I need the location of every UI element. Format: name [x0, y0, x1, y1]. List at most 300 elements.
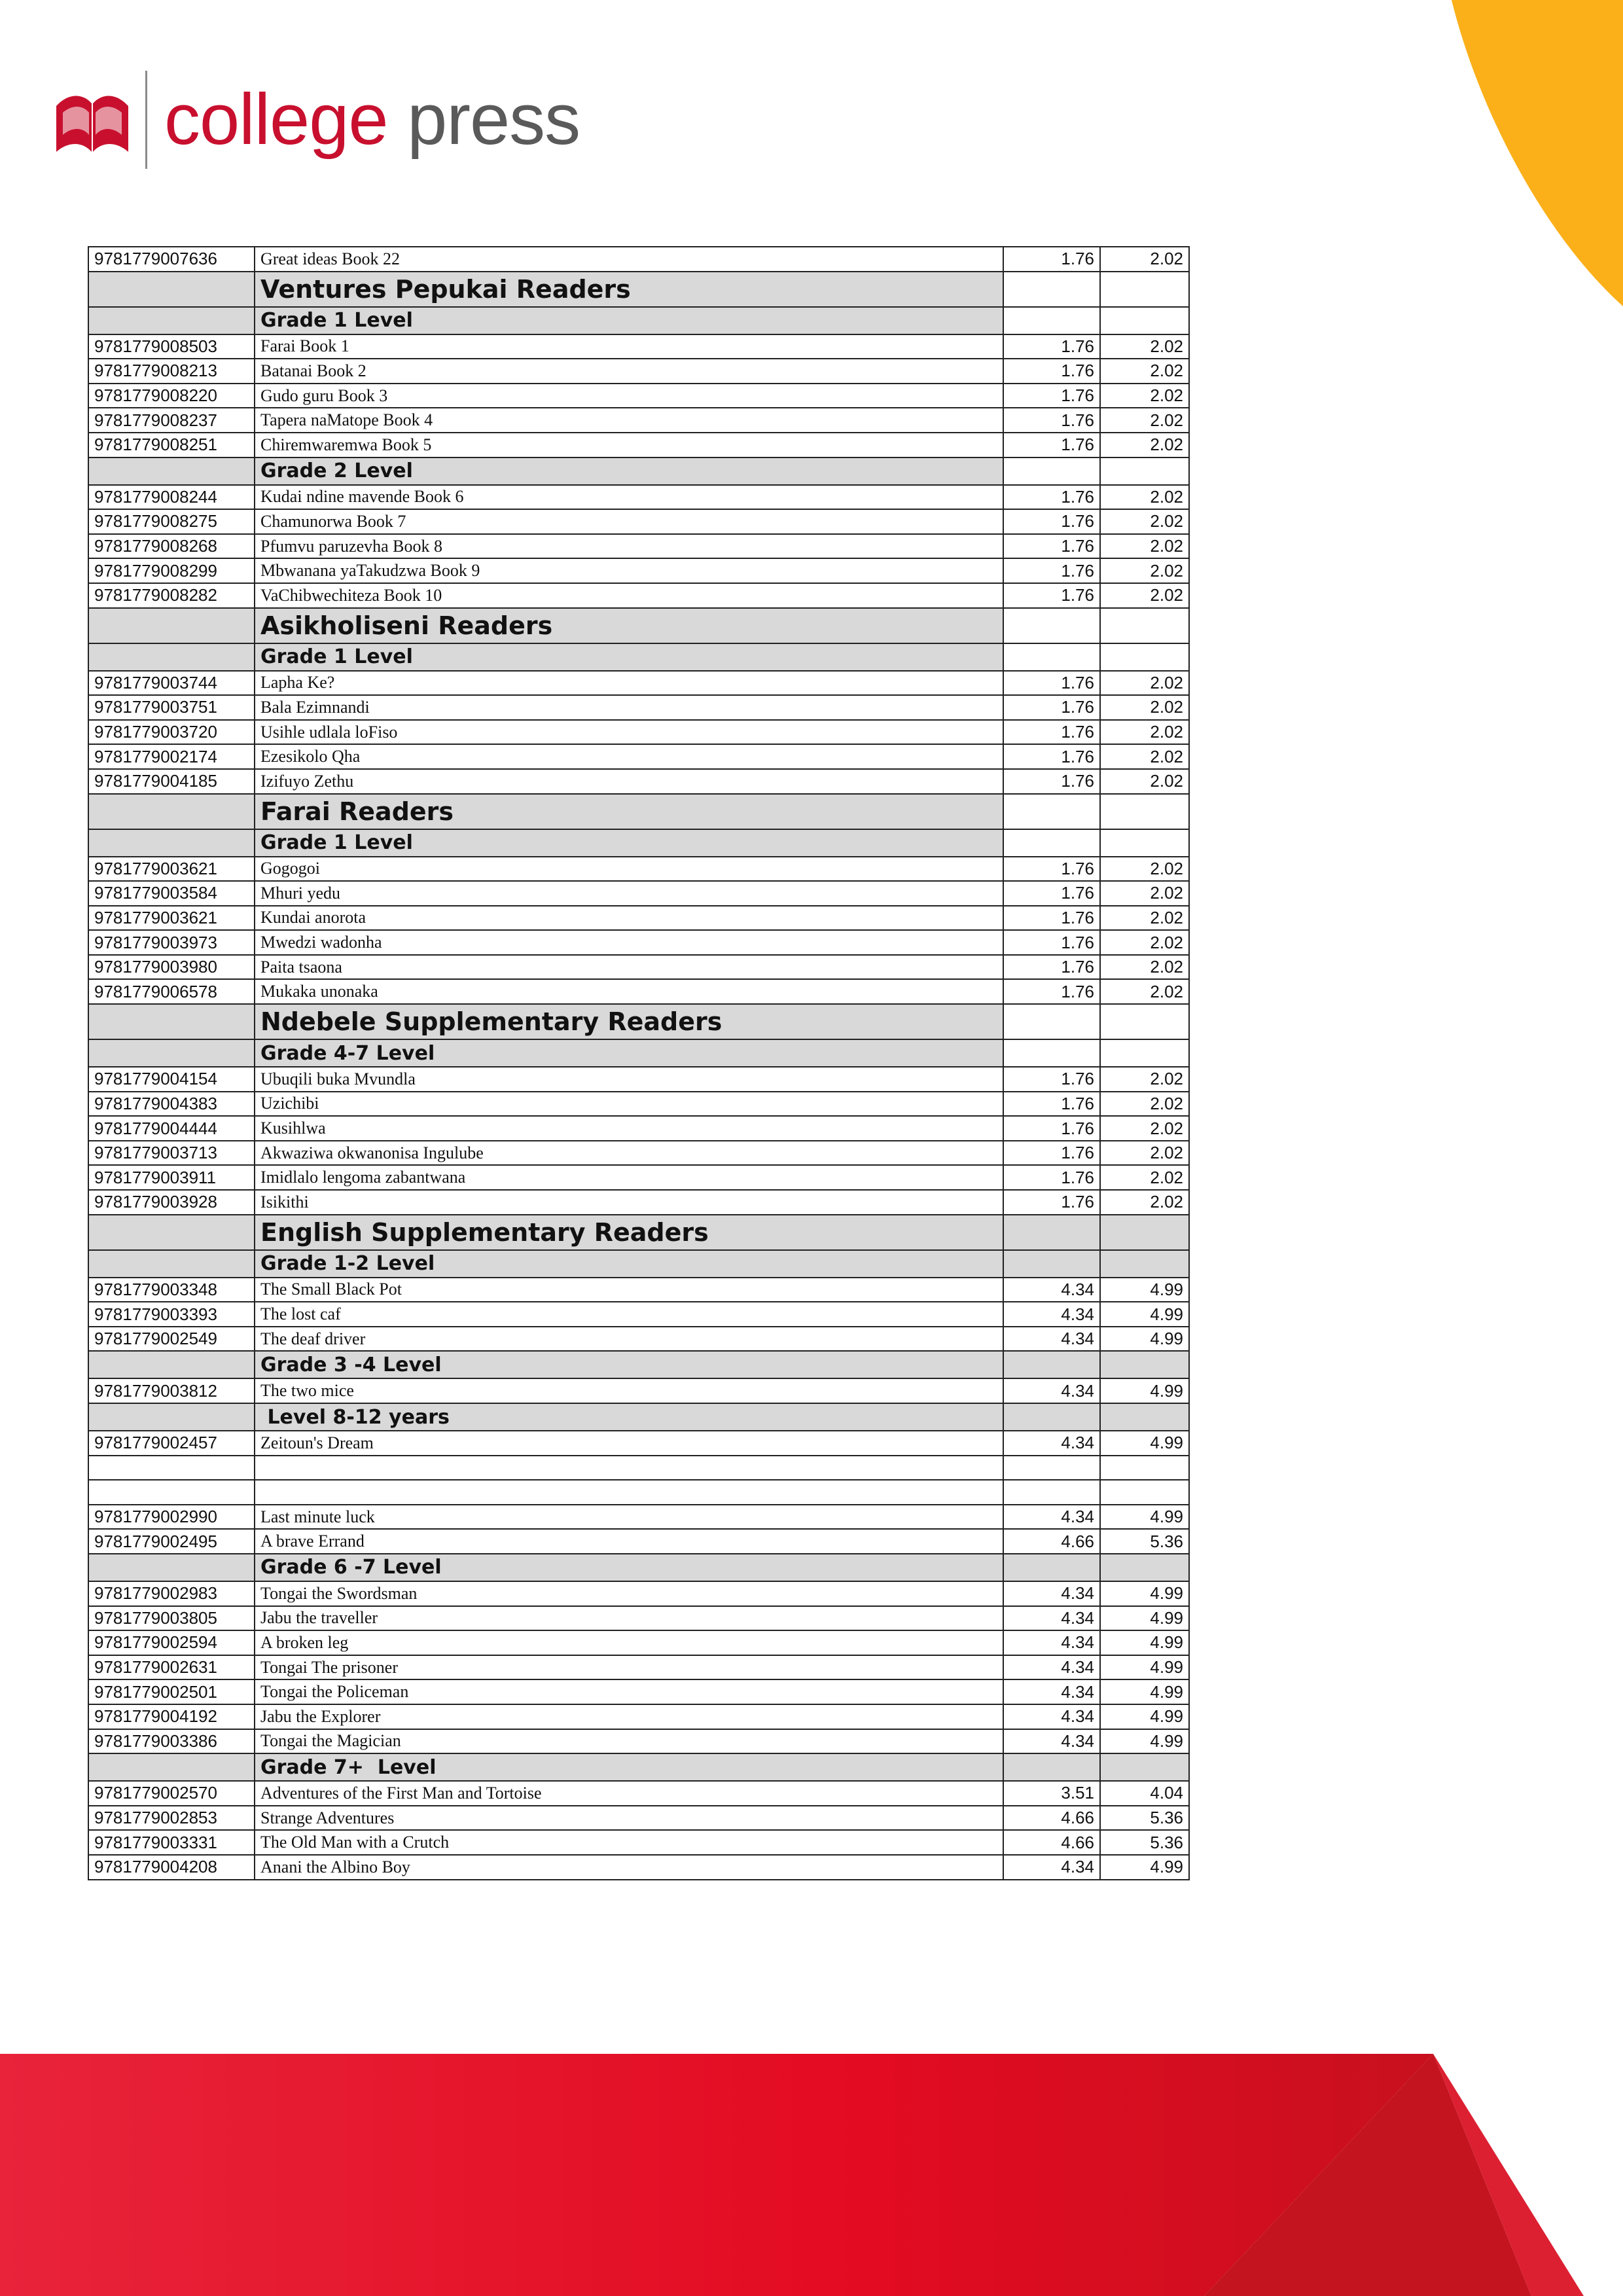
price-usd-cell: 4.99	[1100, 1378, 1189, 1403]
empty-cell	[1100, 1250, 1189, 1278]
price-cell: 4.34	[1003, 1378, 1100, 1403]
price-cell: 1.76	[1003, 1190, 1100, 1215]
empty-cell	[1100, 608, 1189, 643]
empty-cell	[255, 1456, 1003, 1480]
isbn-cell: 9781779003744	[88, 671, 255, 696]
price-usd-cell: 2.02	[1100, 359, 1189, 384]
price-usd-cell: 2.02	[1100, 1092, 1189, 1117]
isbn-cell: 9781779008220	[88, 384, 255, 408]
empty-cell	[1003, 1039, 1100, 1067]
empty-cell	[1003, 272, 1100, 307]
price-cell: 1.76	[1003, 930, 1100, 955]
table-row	[88, 1067, 1189, 1092]
grade-heading-row	[88, 1554, 1189, 1581]
price-usd-cell: 4.04	[1100, 1781, 1189, 1806]
isbn-cell: 9781779008251	[88, 433, 255, 457]
title-cell: Tongai The prisoner	[255, 1655, 1003, 1680]
title-cell: Kundai anorota	[255, 906, 1003, 931]
table-row	[88, 334, 1189, 359]
isbn-cell: 9781779002174	[88, 744, 255, 769]
table-row	[88, 485, 1189, 510]
price-usd-cell: 2.02	[1100, 695, 1189, 720]
series-title: Ndebele Supplementary Readers	[255, 1004, 1003, 1039]
isbn-cell: 9781779008244	[88, 485, 255, 510]
price-usd-cell: 4.99	[1100, 1630, 1189, 1655]
empty-cell	[1003, 1480, 1100, 1505]
price-cell: 1.76	[1003, 583, 1100, 608]
table-row	[88, 247, 1189, 272]
grade-heading-row	[88, 829, 1189, 857]
grade-level-title: Grade 1 Level	[255, 643, 1003, 671]
empty-cell	[1100, 1554, 1189, 1581]
empty-cell	[1100, 643, 1189, 671]
title-cell: Ezesikolo Qha	[255, 744, 1003, 769]
price-cell: 1.76	[1003, 485, 1100, 510]
price-cell: 1.76	[1003, 906, 1100, 931]
title-cell: Ubuqili buka Mvundla	[255, 1067, 1003, 1092]
isbn-cell: 9781779004185	[88, 769, 255, 794]
price-usd-cell: 2.02	[1100, 906, 1189, 931]
price-usd-cell: 4.99	[1100, 1679, 1189, 1704]
empty-cell	[1003, 307, 1100, 334]
price-usd-cell: 4.99	[1100, 1655, 1189, 1680]
title-cell: Gogogoi	[255, 857, 1003, 882]
empty-cell	[255, 1480, 1003, 1505]
empty-cell	[1003, 1004, 1100, 1039]
price-usd-cell: 2.02	[1100, 433, 1189, 457]
blank-row	[88, 1456, 1189, 1480]
series-heading-row	[88, 272, 1189, 307]
isbn-cell: 9781779003621	[88, 906, 255, 931]
title-cell: Chiremwaremwa Book 5	[255, 433, 1003, 457]
isbn-cell: 9781779008237	[88, 408, 255, 433]
price-cell: 3.51	[1003, 1781, 1100, 1806]
table-row	[88, 1165, 1189, 1190]
price-cell: 4.66	[1003, 1830, 1100, 1855]
title-cell: Tongai the Swordsman	[255, 1581, 1003, 1606]
price-usd-cell: 2.02	[1100, 1067, 1189, 1092]
series-heading-row	[88, 1004, 1189, 1039]
table-row	[88, 1830, 1189, 1855]
price-cell: 1.76	[1003, 720, 1100, 745]
empty-cell	[1003, 794, 1100, 829]
table-row	[88, 558, 1189, 583]
price-cell: 1.76	[1003, 955, 1100, 980]
empty-cell	[88, 1456, 255, 1480]
price-usd-cell: 2.02	[1100, 857, 1189, 882]
price-cell: 4.34	[1003, 1630, 1100, 1655]
price-usd-cell: 2.02	[1100, 720, 1189, 745]
price-cell: 4.34	[1003, 1327, 1100, 1352]
price-cell: 1.76	[1003, 509, 1100, 534]
price-usd-cell: 2.02	[1100, 534, 1189, 559]
empty-cell	[1100, 272, 1189, 307]
isbn-cell: 9781779008299	[88, 558, 255, 583]
grade-level-title: Grade 1-2 Level	[255, 1250, 1003, 1278]
isbn-cell: 9781779003751	[88, 695, 255, 720]
title-cell: Anani the Albino Boy	[255, 1855, 1003, 1880]
price-usd-cell: 5.36	[1100, 1529, 1189, 1554]
brand-name	[164, 79, 580, 160]
isbn-cell: 9781779003393	[88, 1302, 255, 1327]
empty-cell	[88, 307, 255, 334]
empty-cell	[88, 1004, 255, 1039]
empty-cell	[1100, 1215, 1189, 1250]
blank-row	[88, 1480, 1189, 1505]
title-cell: Isikithi	[255, 1190, 1003, 1215]
isbn-cell: 9781779002457	[88, 1431, 255, 1456]
price-cell: 4.34	[1003, 1606, 1100, 1631]
table-row	[88, 1806, 1189, 1831]
price-cell: 4.34	[1003, 1655, 1100, 1680]
isbn-cell: 9781779002983	[88, 1581, 255, 1606]
price-usd-cell: 4.99	[1100, 1431, 1189, 1456]
table-row	[88, 695, 1189, 720]
grade-heading-row	[88, 457, 1189, 485]
price-usd-cell: 2.02	[1100, 671, 1189, 696]
table-row	[88, 979, 1189, 1004]
empty-cell	[1100, 1753, 1189, 1781]
title-cell: Izifuyo Zethu	[255, 769, 1003, 794]
empty-cell	[1100, 1480, 1189, 1505]
isbn-cell: 9781779003713	[88, 1141, 255, 1166]
price-table	[88, 246, 1190, 1880]
table-row	[88, 1302, 1189, 1327]
table-row	[88, 359, 1189, 384]
table-row	[88, 1655, 1189, 1680]
price-usd-cell: 2.02	[1100, 930, 1189, 955]
empty-cell	[1003, 1554, 1100, 1581]
table-row	[88, 1529, 1189, 1554]
isbn-cell: 9781779007636	[88, 247, 255, 272]
table-row	[88, 1327, 1189, 1352]
price-cell: 4.34	[1003, 1302, 1100, 1327]
empty-cell	[1100, 829, 1189, 857]
grade-level-title: Level 8-12 years	[255, 1403, 1003, 1431]
price-cell: 1.76	[1003, 359, 1100, 384]
price-cell: 4.34	[1003, 1855, 1100, 1880]
empty-cell	[88, 608, 255, 643]
price-usd-cell: 2.02	[1100, 558, 1189, 583]
title-cell: Paita tsaona	[255, 955, 1003, 980]
grade-heading-row	[88, 1753, 1189, 1781]
price-cell: 1.76	[1003, 334, 1100, 359]
title-cell: Great ideas Book 22	[255, 247, 1003, 272]
title-cell: Bala Ezimnandi	[255, 695, 1003, 720]
price-usd-cell: 2.02	[1100, 247, 1189, 272]
empty-cell	[88, 643, 255, 671]
grade-level-title: Grade 1 Level	[255, 307, 1003, 334]
empty-cell	[1003, 608, 1100, 643]
empty-cell	[1003, 1250, 1100, 1278]
isbn-cell: 9781779002495	[88, 1529, 255, 1554]
price-usd-cell: 2.02	[1100, 769, 1189, 794]
isbn-cell: 9781779003386	[88, 1729, 255, 1754]
grade-heading-row	[88, 307, 1189, 334]
title-cell: Farai Book 1	[255, 334, 1003, 359]
price-cell: 1.76	[1003, 1165, 1100, 1190]
price-cell: 1.76	[1003, 1092, 1100, 1117]
title-cell: Chamunorwa Book 7	[255, 509, 1003, 534]
empty-cell	[88, 1403, 255, 1431]
isbn-cell: 9781779003331	[88, 1830, 255, 1855]
empty-cell	[1003, 1456, 1100, 1480]
price-usd-cell: 2.02	[1100, 485, 1189, 510]
title-cell: Akwaziwa okwanonisa Ingulube	[255, 1141, 1003, 1166]
price-usd-cell: 2.02	[1100, 955, 1189, 980]
price-usd-cell: 4.99	[1100, 1855, 1189, 1880]
price-usd-cell: 2.02	[1100, 881, 1189, 906]
price-cell: 1.76	[1003, 671, 1100, 696]
empty-cell	[88, 457, 255, 485]
title-cell: Kudai ndine mavende Book 6	[255, 485, 1003, 510]
price-cell: 1.76	[1003, 857, 1100, 882]
grade-level-title: Grade 4-7 Level	[255, 1039, 1003, 1067]
price-usd-cell: 2.02	[1100, 1116, 1189, 1141]
title-cell: Zeitoun's Dream	[255, 1431, 1003, 1456]
series-title: Asikholiseni Readers	[255, 608, 1003, 643]
isbn-cell: 9781779002631	[88, 1655, 255, 1680]
price-cell: 1.76	[1003, 979, 1100, 1004]
empty-cell	[88, 1250, 255, 1278]
title-cell: Tongai the Magician	[255, 1729, 1003, 1754]
table-row	[88, 1190, 1189, 1215]
grade-level-title: Grade 6 -7 Level	[255, 1554, 1003, 1581]
empty-cell	[1100, 307, 1189, 334]
price-usd-cell: 2.02	[1100, 1190, 1189, 1215]
empty-cell	[88, 1039, 255, 1067]
table-row	[88, 955, 1189, 980]
title-cell: A brave Errand	[255, 1529, 1003, 1554]
title-cell: Gudo guru Book 3	[255, 384, 1003, 408]
title-cell: Mwedzi wadonha	[255, 930, 1003, 955]
price-usd-cell: 2.02	[1100, 1141, 1189, 1166]
title-cell: Jabu the Explorer	[255, 1704, 1003, 1729]
title-cell: Mukaka unonaka	[255, 979, 1003, 1004]
grade-heading-row	[88, 643, 1189, 671]
price-cell: 4.34	[1003, 1581, 1100, 1606]
title-cell: Tongai the Policeman	[255, 1679, 1003, 1704]
table-row	[88, 769, 1189, 794]
grade-heading-row	[88, 1250, 1189, 1278]
title-cell: The deaf driver	[255, 1327, 1003, 1352]
title-cell: Mhuri yedu	[255, 881, 1003, 906]
isbn-cell: 9781779008275	[88, 509, 255, 534]
isbn-cell: 9781779003621	[88, 857, 255, 882]
price-usd-cell: 5.36	[1100, 1806, 1189, 1831]
isbn-cell: 9781779002990	[88, 1505, 255, 1530]
empty-cell	[88, 829, 255, 857]
empty-cell	[88, 272, 255, 307]
title-cell: VaChibwechiteza Book 10	[255, 583, 1003, 608]
empty-cell	[88, 1480, 255, 1505]
isbn-cell: 9781779004192	[88, 1704, 255, 1729]
title-cell: Imidlalo lengoma zabantwana	[255, 1165, 1003, 1190]
series-heading-row	[88, 794, 1189, 829]
empty-cell	[1003, 1351, 1100, 1378]
price-cell: 4.34	[1003, 1704, 1100, 1729]
table-row	[88, 384, 1189, 408]
isbn-cell: 9781779003973	[88, 930, 255, 955]
price-cell: 4.34	[1003, 1729, 1100, 1754]
isbn-cell: 9781779008268	[88, 534, 255, 559]
title-cell: A broken leg	[255, 1630, 1003, 1655]
empty-cell	[88, 1753, 255, 1781]
table-row	[88, 1431, 1189, 1456]
title-cell: Adventures of the First Man and Tortoise	[255, 1781, 1003, 1806]
brand-name-college: college	[164, 79, 388, 160]
series-title: English Supplementary Readers	[255, 1215, 1003, 1250]
price-usd-cell: 2.02	[1100, 384, 1189, 408]
price-cell: 1.76	[1003, 408, 1100, 433]
price-cell: 4.34	[1003, 1505, 1100, 1530]
isbn-cell: 9781779008282	[88, 583, 255, 608]
series-heading-row	[88, 608, 1189, 643]
isbn-cell: 9781779006578	[88, 979, 255, 1004]
isbn-cell: 9781779003720	[88, 720, 255, 745]
isbn-cell: 9781779003911	[88, 1165, 255, 1190]
price-usd-cell: 2.02	[1100, 408, 1189, 433]
title-cell: Strange Adventures	[255, 1806, 1003, 1831]
title-cell: Lapha Ke?	[255, 671, 1003, 696]
table-row	[88, 1606, 1189, 1631]
isbn-cell: 9781779003812	[88, 1378, 255, 1403]
open-book-icon	[54, 84, 131, 156]
price-usd-cell: 5.36	[1100, 1830, 1189, 1855]
price-cell: 1.76	[1003, 433, 1100, 457]
price-cell: 4.66	[1003, 1806, 1100, 1831]
isbn-cell: 9781779004154	[88, 1067, 255, 1092]
red-footer-band	[0, 2047, 1623, 2296]
table-row	[88, 534, 1189, 559]
table-row	[88, 930, 1189, 955]
empty-cell	[88, 794, 255, 829]
table-row	[88, 1781, 1189, 1806]
empty-cell	[1003, 457, 1100, 485]
title-cell: Usihle udlala loFiso	[255, 720, 1003, 745]
table-row	[88, 1855, 1189, 1880]
price-cell: 1.76	[1003, 558, 1100, 583]
price-cell: 1.76	[1003, 247, 1100, 272]
table-row	[88, 433, 1189, 457]
price-usd-cell: 2.02	[1100, 583, 1189, 608]
table-row	[88, 1141, 1189, 1166]
title-cell: The Old Man with a Crutch	[255, 1830, 1003, 1855]
brand-name-press: press	[407, 79, 580, 160]
table-row	[88, 1679, 1189, 1704]
table-row	[88, 1378, 1189, 1403]
grade-level-title: Grade 7+ Level	[255, 1753, 1003, 1781]
title-cell: Batanai Book 2	[255, 359, 1003, 384]
price-cell: 1.76	[1003, 744, 1100, 769]
empty-cell	[1003, 1403, 1100, 1431]
table-row	[88, 1505, 1189, 1530]
grade-heading-row	[88, 1403, 1189, 1431]
price-usd-cell: 4.99	[1100, 1606, 1189, 1631]
price-cell: 4.34	[1003, 1679, 1100, 1704]
title-cell: Mbwanana yaTakudzwa Book 9	[255, 558, 1003, 583]
price-cell: 1.76	[1003, 881, 1100, 906]
isbn-cell: 9781779003805	[88, 1606, 255, 1631]
table-row	[88, 906, 1189, 931]
table-row	[88, 1581, 1189, 1606]
table-row	[88, 720, 1189, 745]
title-cell: Kusihlwa	[255, 1116, 1003, 1141]
grade-level-title: Grade 2 Level	[255, 457, 1003, 485]
price-cell: 1.76	[1003, 384, 1100, 408]
table-row	[88, 1278, 1189, 1302]
empty-cell	[88, 1554, 255, 1581]
table-row	[88, 1116, 1189, 1141]
price-usd-cell: 2.02	[1100, 1165, 1189, 1190]
title-cell: Uzichibi	[255, 1092, 1003, 1117]
title-cell: The Small Black Pot	[255, 1278, 1003, 1302]
title-cell: Jabu the traveller	[255, 1606, 1003, 1631]
isbn-cell: 9781779004444	[88, 1116, 255, 1141]
logo-divider	[145, 71, 147, 169]
price-cell: 1.76	[1003, 1141, 1100, 1166]
grade-heading-row	[88, 1351, 1189, 1378]
table-row	[88, 1704, 1189, 1729]
isbn-cell: 9781779002501	[88, 1679, 255, 1704]
empty-cell	[1003, 1215, 1100, 1250]
title-cell: The two mice	[255, 1378, 1003, 1403]
series-title: Ventures Pepukai Readers	[255, 272, 1003, 307]
table-row	[88, 1729, 1189, 1754]
price-cell: 1.76	[1003, 534, 1100, 559]
isbn-cell: 9781779003928	[88, 1190, 255, 1215]
table-row	[88, 583, 1189, 608]
price-usd-cell: 4.99	[1100, 1704, 1189, 1729]
series-title: Farai Readers	[255, 794, 1003, 829]
isbn-cell: 9781779004383	[88, 1092, 255, 1117]
price-usd-cell: 4.99	[1100, 1581, 1189, 1606]
table-row	[88, 881, 1189, 906]
title-cell: Tapera naMatope Book 4	[255, 408, 1003, 433]
table-row	[88, 1092, 1189, 1117]
title-cell: The lost caf	[255, 1302, 1003, 1327]
isbn-cell: 9781779003584	[88, 881, 255, 906]
price-cell: 4.34	[1003, 1431, 1100, 1456]
isbn-cell: 9781779003348	[88, 1278, 255, 1302]
grade-level-title: Grade 1 Level	[255, 829, 1003, 857]
title-cell: Last minute luck	[255, 1505, 1003, 1530]
empty-cell	[1100, 1004, 1189, 1039]
price-cell: 4.34	[1003, 1278, 1100, 1302]
price-usd-cell: 4.99	[1100, 1729, 1189, 1754]
empty-cell	[1100, 457, 1189, 485]
price-usd-cell: 4.99	[1100, 1505, 1189, 1530]
price-cell: 1.76	[1003, 769, 1100, 794]
table-row	[88, 509, 1189, 534]
empty-cell	[1003, 1753, 1100, 1781]
isbn-cell: 9781779002594	[88, 1630, 255, 1655]
grade-level-title: Grade 3 -4 Level	[255, 1351, 1003, 1378]
empty-cell	[1003, 829, 1100, 857]
price-cell: 1.76	[1003, 1067, 1100, 1092]
title-cell: Pfumvu paruzevha Book 8	[255, 534, 1003, 559]
price-cell: 4.66	[1003, 1529, 1100, 1554]
college-press-logo	[54, 71, 580, 169]
isbn-cell: 9781779002570	[88, 1781, 255, 1806]
price-usd-cell: 2.02	[1100, 509, 1189, 534]
price-usd-cell: 4.99	[1100, 1327, 1189, 1352]
table-row	[88, 408, 1189, 433]
isbn-cell: 9781779003980	[88, 955, 255, 980]
price-usd-cell: 4.99	[1100, 1302, 1189, 1327]
empty-cell	[88, 1351, 255, 1378]
series-heading-row	[88, 1215, 1189, 1250]
